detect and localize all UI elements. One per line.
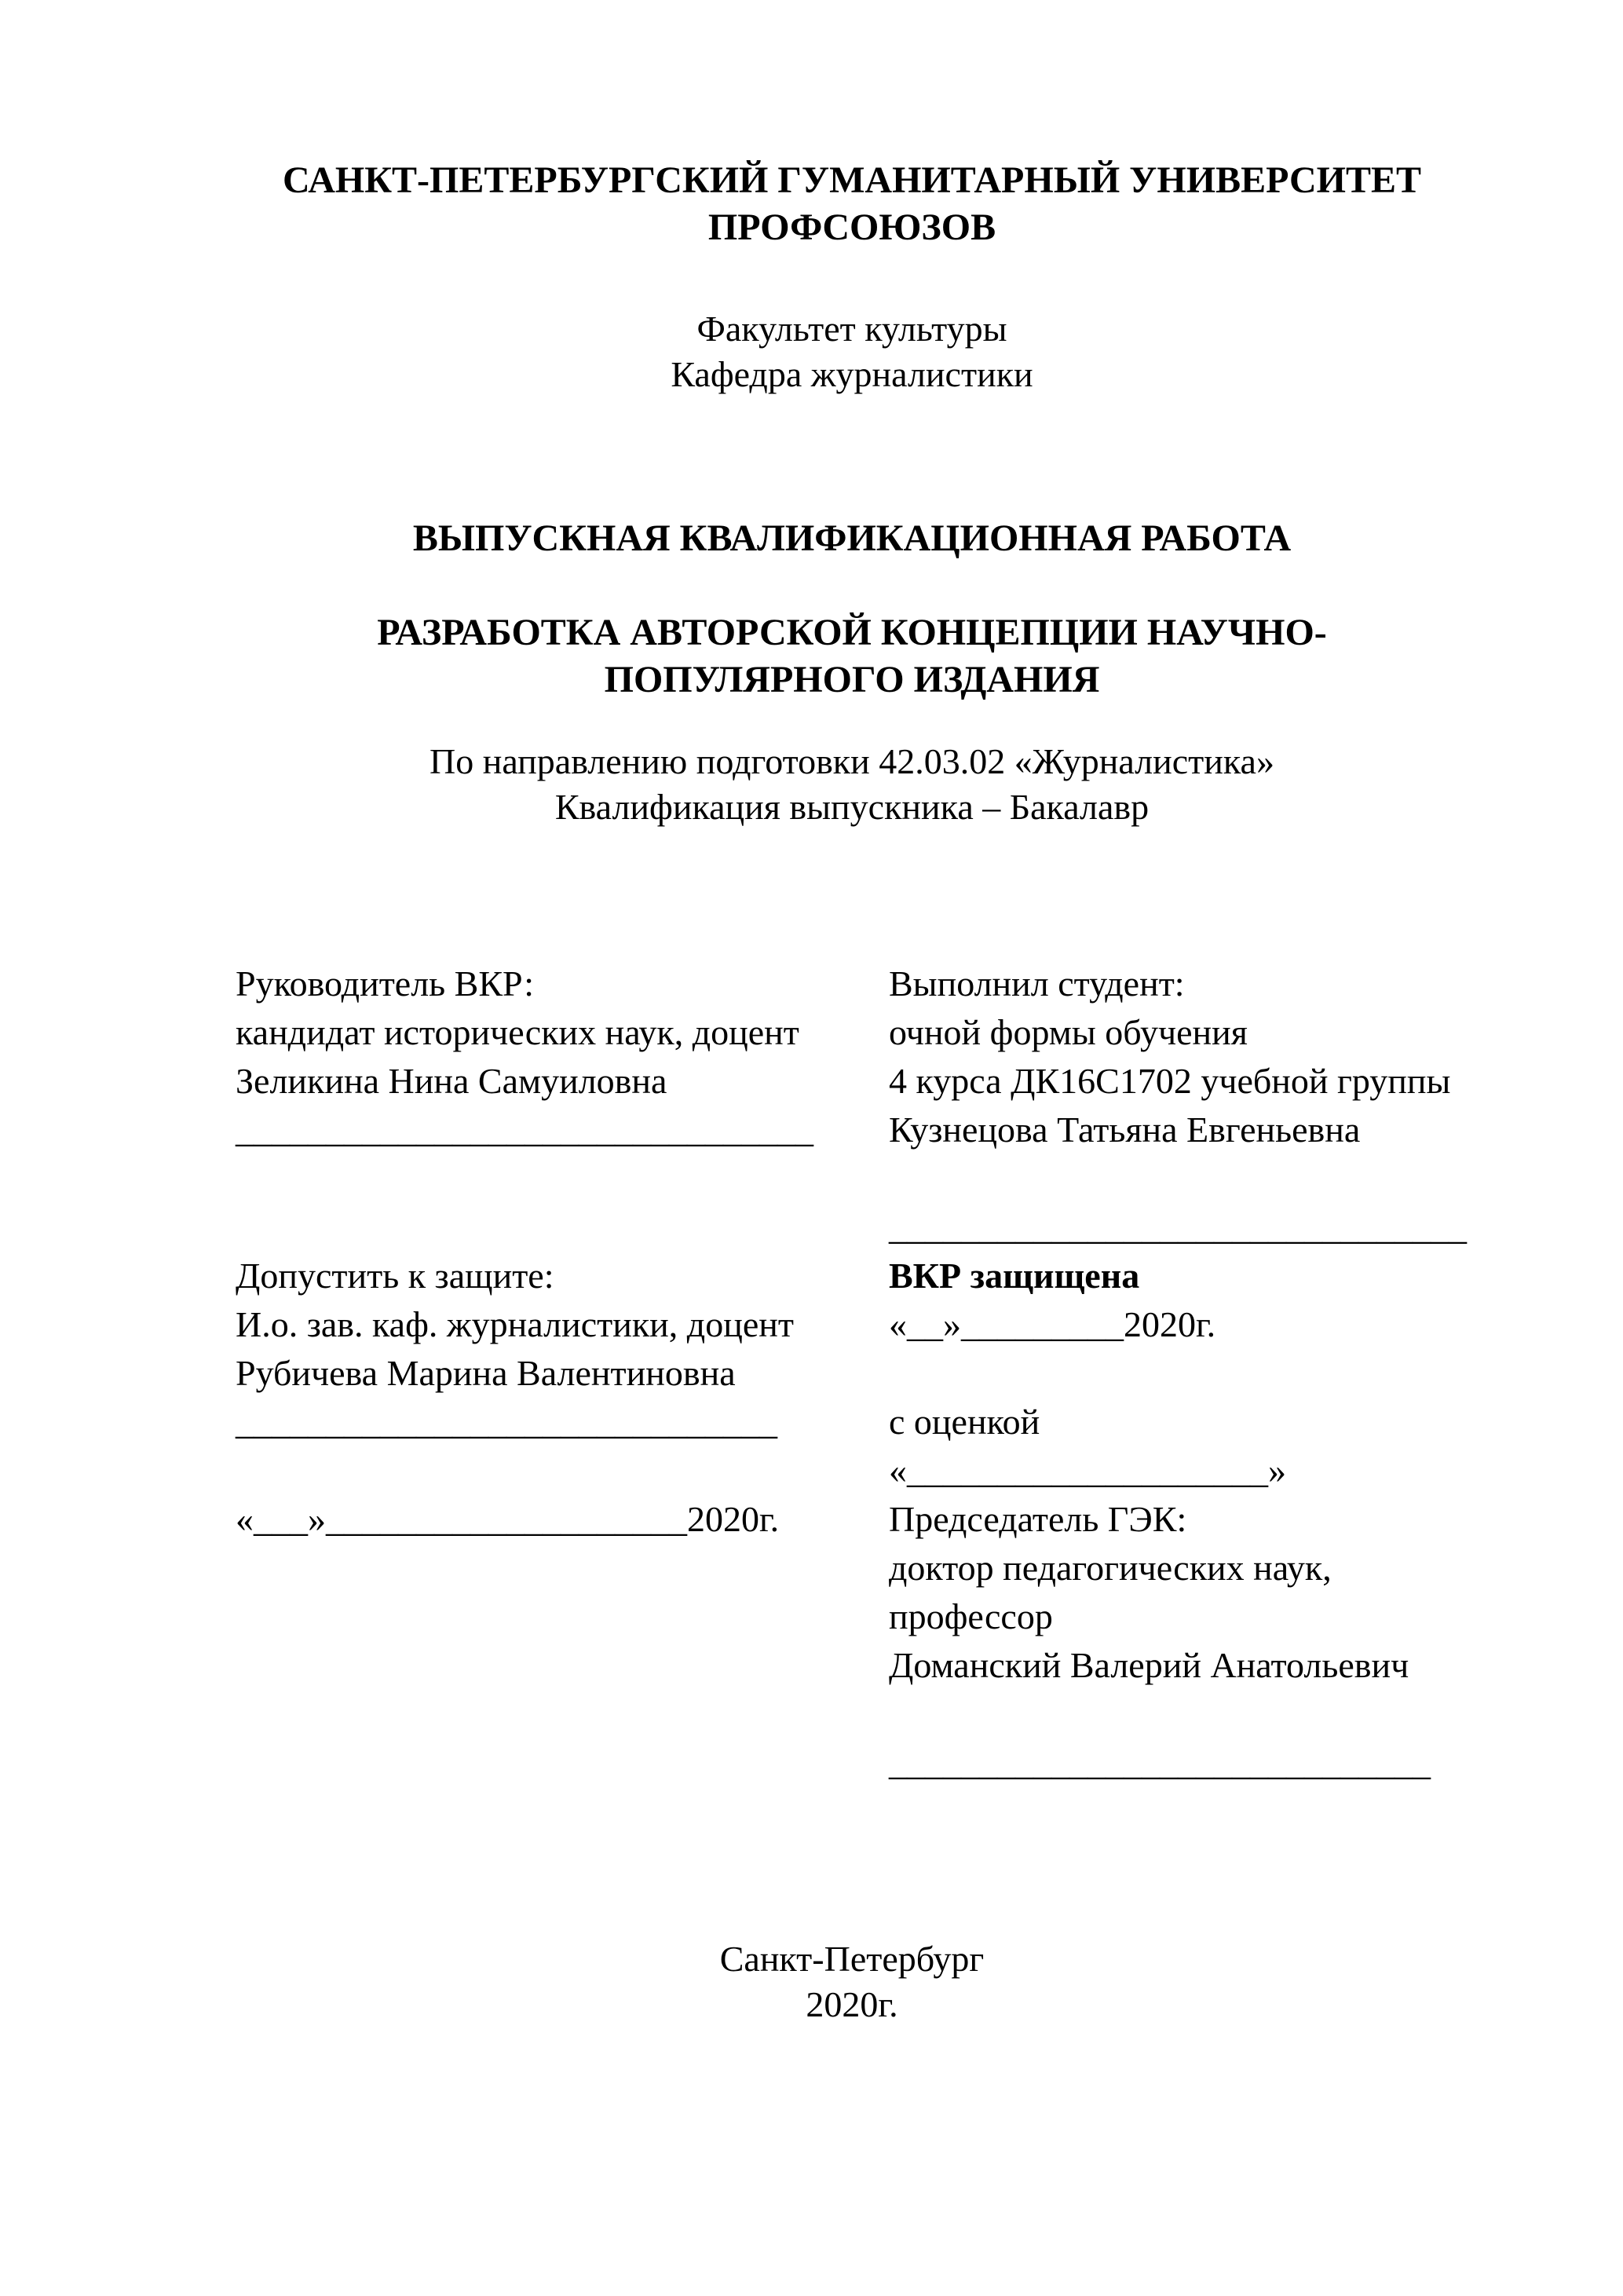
qualification-line: Квалификация выпускника – Бакалавр: [554, 787, 1150, 827]
grade-label: с оценкой: [889, 1402, 1040, 1442]
student-label: Выполнил студент:: [889, 963, 1185, 1004]
work-type-heading: ВЫПУСКНАЯ КВАЛИФИКАЦИОННАЯ РАБОТА: [412, 517, 1292, 559]
university-name-line2: ПРОФСОЮЗОВ: [707, 207, 996, 248]
faculty-department-block: [236, 306, 1468, 397]
student-group: 4 курса ДК16С1702 учебной группы: [889, 1061, 1451, 1101]
supervisor-signature-line: ________________________________: [236, 1110, 813, 1150]
admission-signature-line: ______________________________: [236, 1402, 777, 1442]
department-name: Кафедра журналистики: [671, 354, 1033, 394]
thesis-title: [236, 609, 1468, 704]
faculty-name: Факультет культуры: [696, 309, 1007, 349]
right-column: [889, 960, 1468, 1787]
thesis-title-line1: РАЗРАБОТКА АВТОРСКОЙ КОНЦЕПЦИИ НАУЧНО-: [377, 612, 1327, 653]
footer-block: [236, 1936, 1468, 2027]
student-name: Кузнецова Татьяна Евгеньевна: [889, 1110, 1361, 1150]
spacer: [889, 1349, 1468, 1398]
admission-date-line: «___»____________________2020г.: [236, 1499, 780, 1539]
signature-section: [236, 960, 1468, 1787]
supervisor-degree: кандидат исторических наук, доцент: [236, 1012, 799, 1052]
chairman-label: Председатель ГЭК:: [889, 1499, 1187, 1539]
spacer: [236, 1446, 889, 1495]
student-form: очной формы обучения: [889, 1012, 1248, 1052]
footer-year: 2020г.: [806, 1984, 898, 2024]
thesis-title-line2: ПОПУЛЯРНОГО ИЗДАНИЯ: [604, 659, 1100, 700]
defense-date-line: «__»_________2020г.: [889, 1304, 1216, 1344]
student-signature-line: ________________________________: [889, 1207, 1467, 1247]
spacer: [236, 1154, 889, 1203]
university-name-line1: САНКТ-ПЕТЕРБУРГСКИЙ ГУМАНИТАРНЫЙ УНИВЕРСИТЕТ: [282, 159, 1422, 201]
chairman-degree: доктор педагогических наук,: [889, 1548, 1332, 1588]
supervisor-label: Руководитель ВКР:: [236, 963, 535, 1004]
university-name: [236, 157, 1468, 251]
left-column: [236, 960, 889, 1787]
chairman-signature-line: ______________________________: [889, 1742, 1431, 1782]
spacer: [236, 1203, 889, 1252]
spacer: [889, 1154, 1468, 1203]
direction-line: По направлению подготовки 42.03.02 «Журналистика»: [430, 741, 1274, 781]
defense-label: ВКР защищена: [889, 1256, 1140, 1296]
admission-name: Рубичева Марина Валентиновна: [236, 1353, 736, 1393]
program-block: [236, 739, 1468, 830]
admission-position: И.о. зав. каф. журналистики, доцент: [236, 1304, 794, 1344]
chairman-rank: профессор: [889, 1596, 1053, 1636]
admission-label: Допустить к защите:: [236, 1256, 554, 1296]
spacer: [889, 1690, 1468, 1738]
footer-city: Санкт-Петербург: [719, 1939, 985, 1979]
grade-line: «____________________»: [889, 1450, 1286, 1490]
chairman-name: Доманский Валерий Анатольевич: [889, 1645, 1409, 1685]
supervisor-name: Зеликина Нина Самуиловна: [236, 1061, 667, 1101]
